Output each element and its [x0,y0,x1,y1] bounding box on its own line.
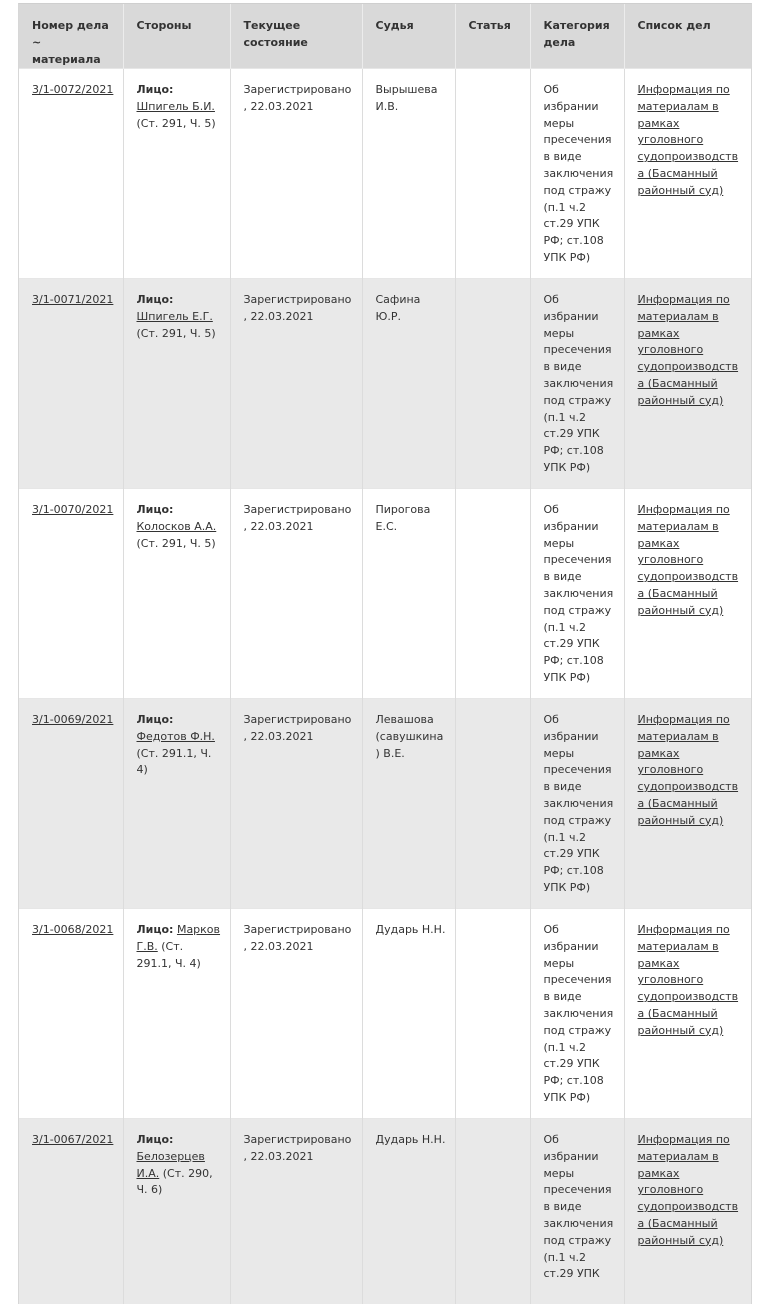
article-cell [455,69,530,279]
party-name-link[interactable]: Марков Г.В. [137,923,221,953]
header-status[interactable]: Текущее состояние [230,4,362,69]
table-row [19,69,751,279]
case-list-link[interactable]: Информация по материалам в рамках уголовного судопроизводства (Басманный районный суд) [638,83,739,197]
party-label: Лицо: [137,923,174,936]
category-cell: Об избрании меры пресечения в виде заключения под стражу (п.1 ч.2 ст.29 УПК РФ; ст.108 УПК РФ) [530,489,624,699]
status-cell: Зарегистрировано, 22.03.2021 [230,489,362,699]
status-cell: Зарегистрировано, 22.03.2021 [230,699,362,909]
judge-cell: Вырышева И.В. [362,69,455,279]
party-name-link[interactable]: Колосков А.А. [137,520,217,533]
table-row [19,909,751,1119]
status-cell: Зарегистрировано, 22.03.2021 [230,1119,362,1304]
judge-cell: Левашова (савушкина) В.Е. [362,699,455,909]
case-number-link[interactable]: 3/1-0068/2021 [32,923,113,936]
header-article[interactable]: Статья [455,4,530,69]
parties-cell [123,279,230,489]
category-cell: Об избрании меры пресечения в виде заключения под стражу (п.1 ч.2 ст.29 УПК РФ; ст.108 УПК РФ) [530,69,624,279]
article-cell [455,699,530,909]
table-row [19,1119,751,1304]
header-case-list[interactable]: Список дел [624,4,751,69]
case-number-link[interactable]: 3/1-0072/2021 [32,83,113,96]
status-cell: Зарегистрировано, 22.03.2021 [230,279,362,489]
case-list-cell [624,1119,751,1304]
case-number-link[interactable]: 3/1-0070/2021 [32,503,113,516]
header-parties[interactable]: Стороны [123,4,230,69]
article-cell [455,279,530,489]
table-row [19,489,751,699]
party-name-link[interactable]: Федотов Ф.Н. [137,730,215,743]
party-label: Лицо: [137,1133,174,1146]
parties-cell [123,69,230,279]
case-number-cell [19,279,123,489]
judge-cell: Сафина Ю.Р. [362,279,455,489]
category-cell: Об избрании меры пресечения в виде заключения под стражу (п.1 ч.2 ст.29 УПК [530,1119,624,1304]
case-number-cell [19,1119,123,1304]
party-article: (Ст. 291, Ч. 5) [137,117,216,130]
case-list-link[interactable]: Информация по материалам в рамках уголовного судопроизводства (Басманный районный суд) [638,293,739,407]
party-label: Лицо: [137,503,174,516]
case-number-link[interactable]: 3/1-0071/2021 [32,293,113,306]
header-case-number[interactable]: Номер дела ~ материала [19,4,123,69]
party-article: (Ст. 291, Ч. 5) [137,537,216,550]
header-judge[interactable]: Судья [362,4,455,69]
judge-cell: Дударь Н.Н. [362,909,455,1119]
parties-cell [123,699,230,909]
case-number-cell [19,69,123,279]
parties-cell [123,489,230,699]
article-cell [455,1119,530,1304]
case-number-cell [19,489,123,699]
case-list-cell [624,69,751,279]
case-list-link[interactable]: Информация по материалам в рамках уголовного судопроизводства (Басманный районный суд) [638,1133,739,1247]
party-label: Лицо: [137,713,174,726]
case-list-link[interactable]: Информация по материалам в рамках уголовного судопроизводства (Басманный районный суд) [638,923,739,1037]
category-cell: Об избрании меры пресечения в виде заключения под стражу (п.1 ч.2 ст.29 УПК РФ; ст.108 УПК РФ) [530,909,624,1119]
parties-cell [123,1119,230,1304]
category-cell: Об избрании меры пресечения в виде заключения под стражу (п.1 ч.2 ст.29 УПК РФ; ст.108 УПК РФ) [530,279,624,489]
party-article: (Ст. 291, Ч. 5) [137,327,216,340]
status-cell: Зарегистрировано, 22.03.2021 [230,909,362,1119]
category-cell: Об избрании меры пресечения в виде заключения под стражу (п.1 ч.2 ст.29 УПК РФ; ст.108 УПК РФ) [530,699,624,909]
party-article: (Ст. 291.1, Ч. 4) [137,940,201,970]
article-cell [455,909,530,1119]
status-cell: Зарегистрировано, 22.03.2021 [230,69,362,279]
judge-cell: Пирогова Е.С. [362,489,455,699]
party-article: (Ст. 290, Ч. 6) [137,1167,213,1197]
cases-table [19,4,751,1304]
case-number-cell [19,909,123,1119]
case-list-link[interactable]: Информация по материалам в рамках уголовного судопроизводства (Басманный районный суд) [638,503,739,617]
article-cell [455,489,530,699]
case-number-link[interactable]: 3/1-0069/2021 [32,713,113,726]
party-name-link[interactable]: Шпигель Б.И. [137,100,215,113]
table-body [19,69,751,1304]
header-row [19,4,751,69]
case-list-cell [624,699,751,909]
case-list-cell [624,279,751,489]
case-list-cell [624,489,751,699]
case-list-link[interactable]: Информация по материалам в рамках уголовного судопроизводства (Басманный районный суд) [638,713,739,827]
case-number-cell [19,699,123,909]
cases-table-frame [18,3,752,1304]
table-header [19,4,751,69]
party-article: (Ст. 291.1, Ч. 4) [137,747,212,777]
case-number-link[interactable]: 3/1-0067/2021 [32,1133,113,1146]
party-label: Лицо: [137,83,174,96]
table-row [19,699,751,909]
party-label: Лицо: [137,293,174,306]
party-name-link[interactable]: Шпигель Е.Г. [137,310,213,323]
party-name-link[interactable]: Белозерцев И.А. [137,1150,205,1180]
case-list-cell [624,909,751,1119]
table-row [19,279,751,489]
parties-cell [123,909,230,1119]
judge-cell: Дударь Н.Н. [362,1119,455,1304]
header-category[interactable]: Категория дела [530,4,624,69]
